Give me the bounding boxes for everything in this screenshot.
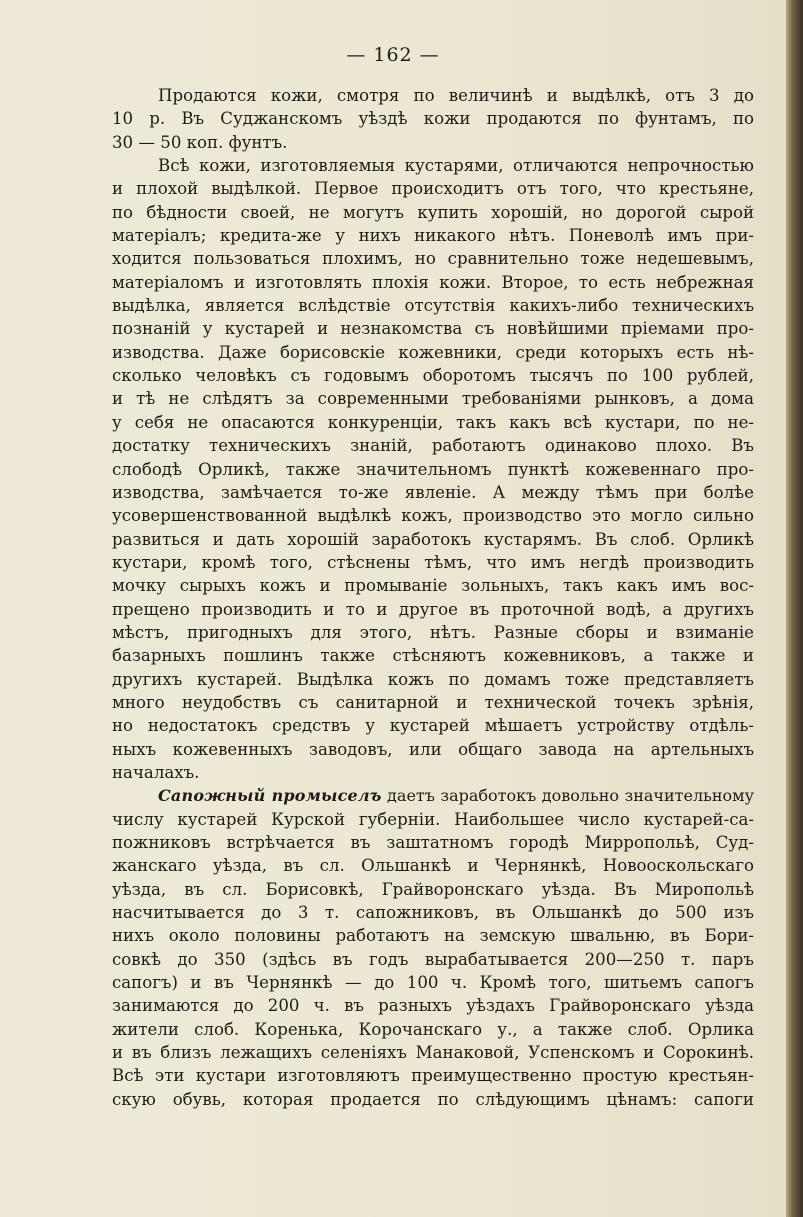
text-line: уѣзда, въ сл. Борисовкѣ, Грайворонскаго уѣзда. Въ Миропольѣ <box>112 879 754 899</box>
text-line: жители слоб. Коренька, Корочанскаго у., а также слоб. Орлика <box>112 1019 754 1039</box>
text-line: изводства. Даже борисовскіе кожевники, среди которыхъ есть нѣ- <box>112 342 754 362</box>
text-line-rest: даетъ заработокъ довольно значительному <box>381 786 755 806</box>
text-line: Всѣ эти кустари изготовляютъ преимущественно простую крестьян- <box>112 1066 754 1086</box>
text-line: познаній у кустарей и незнакомства съ новѣйшими пріемами про- <box>112 319 754 339</box>
text-line: и въ близъ лежащихъ селеніяхъ Манаковой, Успенскомъ и Сорокинѣ. <box>112 1043 754 1063</box>
text-line: матеріалъ; кредита-же у нихъ никакого нѣтъ. Поневолѣ имъ при- <box>112 226 754 246</box>
paragraph-2 <box>112 154 754 784</box>
text-line: и тѣ не слѣдятъ за современными требованіями рынковъ, а дома <box>112 389 754 409</box>
text-line: занимаются до 200 ч. въ разныхъ уѣздахъ Грайворонскаго уѣзда <box>112 996 754 1016</box>
text-line: базарныхъ пошлинъ также стѣсняютъ кожевниковъ, а также и <box>112 646 754 666</box>
text-line: мѣстъ, пригодныхъ для этого, нѣтъ. Разные сборы и взиманіе <box>112 622 754 642</box>
text-line: 10 р. Въ Суджанскомъ уѣздѣ кожи продаются по фунтамъ, по <box>112 109 754 129</box>
body-text <box>112 84 754 1111</box>
text-line: ходится пользоваться плохимъ, но сравнительно тоже недешевымъ, <box>112 249 754 269</box>
text-line: выдѣлка, является вслѣдствіе отсутствія какихъ-либо техническихъ <box>112 296 754 316</box>
text-line: скую обувь, которая продается по слѣдующимъ цѣнамъ: сапоги <box>112 1089 754 1109</box>
text-line <box>112 784 754 807</box>
text-line: 30 — 50 коп. фунтъ. <box>112 132 288 152</box>
text-line: ныхъ кожевенныхъ заводовъ, или общаго завода на артельныхъ <box>112 739 754 759</box>
text-line: совкѣ до 350 (здѣсь въ годъ вырабатывается 200—250 т. паръ <box>112 949 754 969</box>
text-line: сапогъ) и въ Чернянкѣ — до 100 ч. Кромѣ того, шитьемъ сапогъ <box>112 973 754 993</box>
text-line: нихъ около половины работаютъ на земскую швальню, въ Бори- <box>112 926 754 946</box>
section-lead-term: Сапожный промыселъ <box>158 786 382 806</box>
text-line: но недостатокъ средствъ у кустарей мѣшаетъ устройству отдѣль- <box>112 716 754 736</box>
paragraph-3 <box>112 784 754 1111</box>
text-line: началахъ. <box>112 762 200 782</box>
text-line: по бѣдности своей, не могутъ купить хорошій, но дорогой сырой <box>112 202 754 222</box>
text-line: усовершенствованной выдѣлкѣ кожъ, производство это могло сильно <box>112 506 754 526</box>
text-line: прещено производить и то и другое въ проточной водѣ, а другихъ <box>112 599 754 619</box>
text-line: и плохой выдѣлкой. Первое происходитъ отъ того, что крестьяне, <box>112 179 754 199</box>
book-binding-edge <box>786 0 803 1217</box>
text-line: другихъ кустарей. Выдѣлка кожъ по домамъ тоже представляетъ <box>112 669 754 689</box>
text-line: сколько человѣкъ съ годовымъ оборотомъ тысячъ по 100 рублей, <box>112 366 754 386</box>
text-line: пожниковъ встрѣчается въ заштатномъ городѣ Мирропольѣ, Суд- <box>112 833 754 852</box>
text-line: много неудобствъ съ санитарной и технической точекъ зрѣнія, <box>112 692 754 712</box>
text-line: жанскаго уѣзда, въ сл. Ольшанкѣ и Чернянкѣ, Новооскольскаго <box>112 856 754 876</box>
paragraph-1 <box>112 84 754 154</box>
page-number: — 162 — <box>346 44 440 66</box>
text-line: слободѣ Орликѣ, также значительномъ пунктѣ кожевеннаго про- <box>112 459 754 479</box>
text-line: развиться и дать хорошій заработокъ кустарямъ. Въ слоб. Орликѣ <box>112 529 754 549</box>
text-line: кустари, кромѣ того, стѣснены тѣмъ, что имъ негдѣ производить <box>112 552 754 572</box>
text-line: Всѣ кожи, изготовляемыя кустарями, отличаются непрочностью <box>158 156 754 176</box>
text-line: насчитывается до 3 т. сапожниковъ, въ Ольшанкѣ до 500 изъ <box>112 903 754 923</box>
text-line: у себя не опасаются конкуренціи, такъ какъ всѣ кустари, по не- <box>112 412 754 432</box>
text-line: Продаются кожи, смотря по величинѣ и выдѣлкѣ, отъ 3 до <box>158 86 754 105</box>
text-line: достатку техническихъ знаній, работаютъ одинаково плохо. Въ <box>112 436 754 456</box>
text-line: числу кустарей Курской губерніи. Наибольшее число кустарей-са- <box>112 809 754 829</box>
text-line: изводства, замѣчается то-же явленіе. А между тѣмъ при болѣе <box>112 482 754 502</box>
text-line: мочку сырыхъ кожъ и промываніе зольныхъ, такъ какъ имъ вос- <box>112 576 754 596</box>
text-line: матеріаломъ и изготовлять плохія кожи. Второе, то есть небрежная <box>112 272 754 292</box>
